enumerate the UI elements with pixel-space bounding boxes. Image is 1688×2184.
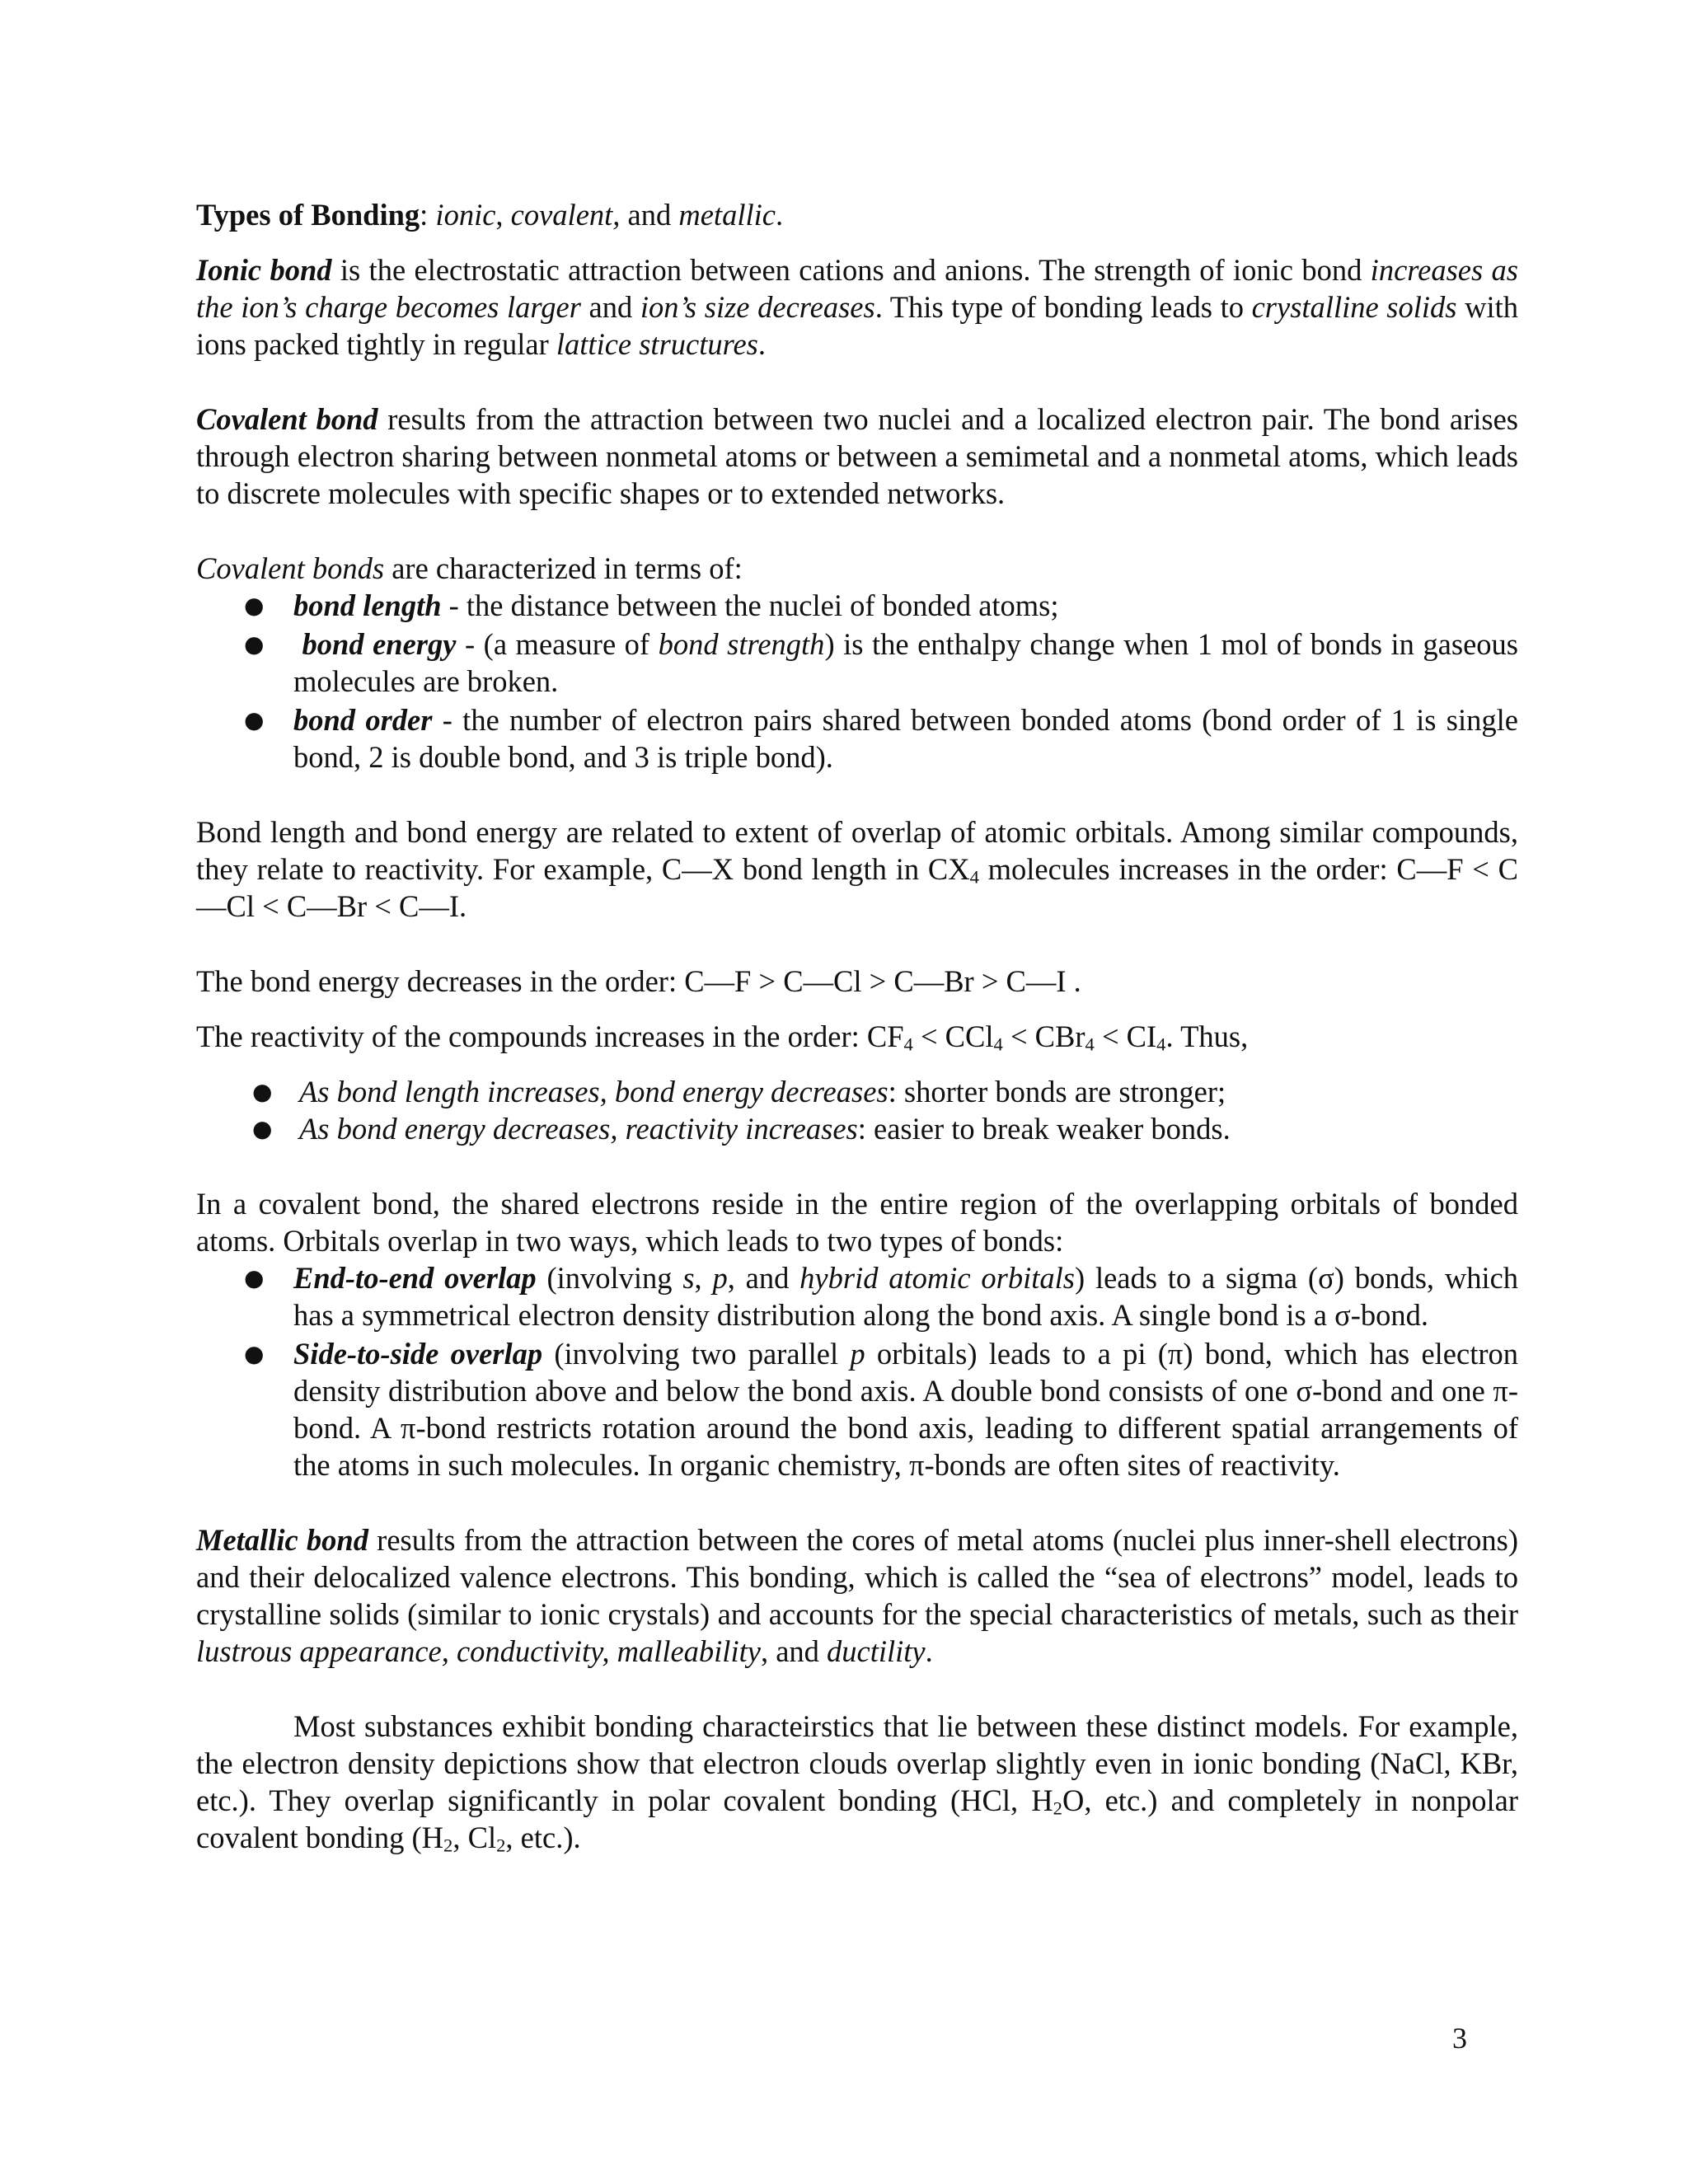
list-item-side-to-side: ● Side-to-side overlap (involving two parallel p orbitals) leads to a pi (π) bond, which has electron density distribution above and below the bond axis. A double bond consists of one σ-bond and one π-bond. A π-bond restricts rotation around the bond axis, leading to different spatial arrangements of the atoms in such molecules. In organic chemistry, π-bonds are often sites of reactivity.: [244, 1337, 1518, 1482]
list-item-end-to-end: ● End-to-end overlap (involving s, p, and hybrid atomic orbitals) leads to a sigma (σ) bonds, which has a symmetrical electron density distribution along the bond axis. A single bond is a σ-bond.: [244, 1261, 1519, 1332]
metallic-bond-paragraph: Metallic bond results from the attraction between the cores of metal atoms (nuclei plus inner-shell electrons) and their delocalized valence electrons. This bonding, which is called the “sea of electrons” model, leads to crystalline solids (similar to ionic crystals) and accounts for the special characteristics of metals, such as their lustrous appearance, conductivity, malleability, and ductility.: [196, 1523, 1519, 1668]
page-number: 3: [1452, 2022, 1467, 2055]
bullet-icon: ●: [244, 1340, 265, 1367]
covalent-bond-paragraph: Covalent bond results from the attraction between two nuclei and a localized electron pair. The bond arises through electron sharing between nonmetal atoms or between a semimetal and a nonmetal atoms, which leads to discrete molecules with specific shapes or to extended networks.: [196, 402, 1518, 510]
rules-list: [196, 1073, 1518, 1147]
metallic-bond-term: Metallic bond: [196, 1523, 368, 1557]
bullet-icon: ●: [252, 1078, 273, 1105]
overlap-types-list: [196, 1259, 1518, 1483]
list-item-bond-order: ● bond order - the number of electron pairs shared between bonded atoms (bond order of 1 is single bond, 2 is double bond, and 3 is triple bond).: [244, 703, 1518, 774]
types-of-bonding-label: Types of Bonding: [196, 198, 420, 232]
bond-energy-order-line: The bond energy decreases in the order: C—F > C—Cl > C—Br > C—I .: [196, 964, 1081, 998]
bullet-icon: ●: [244, 592, 265, 619]
covalent-characterized-line: Covalent bonds are characterized in terms of:: [196, 551, 743, 585]
covalent-bond-term: Covalent bond: [196, 402, 378, 436]
summary-paragraph: Most substances exhibit bonding charactеirstics that lie between these distinct models. For example, the electron density depictions show that electron clouds overlap slightly even in ionic bonding (NaCl, KBr, etc.). They overlap significantly in polar covalent bonding (HCl, $H_2O$, etc.) and completely in nonpolar covalent bonding ($H_2$, $Cl_2$, etc.).: [196, 1709, 1519, 1856]
covalent-bonds-term: Covalent bonds: [196, 551, 385, 585]
list-item-rule-length: ● As bond length increases, bond energy decreases: shorter bonds are stronger;: [252, 1075, 1226, 1108]
ionic-bond-term: Ionic bond: [196, 253, 332, 287]
bullet-icon: ●: [244, 1264, 265, 1291]
bullet-icon: ●: [244, 630, 265, 658]
list-item-bond-length: ● bond length - the distance between the nuclei of bonded atoms;: [244, 588, 1059, 622]
overlap-paragraph: In a covalent bond, the shared electrons reside in the entire region of the overlapping orbitals of bonded atoms. Orbitals overlap in two ways, which leads to two types of bonds:: [196, 1187, 1518, 1258]
document-page: [196, 196, 1518, 1856]
bullet-icon: ●: [252, 1115, 273, 1142]
list-item-bond-energy: ● bond energy - (a measure of bond strength) is the enthalpy change when 1 mol of bonds in gaseous molecules are broken.: [244, 627, 1518, 698]
bullet-icon: ●: [244, 706, 265, 733]
ionic-bond-paragraph: Ionic bond is the electrostatic attraction between cations and anions. The strength of ionic bond increases as the ion’s charge becomes larger and ion’s size decreases. This type of bonding leads to crystalline solids with ions packed tightly in regular lattice structures.: [196, 253, 1519, 361]
bond-length-paragraph: Bond length and bond energy are related to extent of overlap of atomic orbitals. Among similar compounds, they relate to reactivity. For example, C—X bond length in $CX_4$ molecules increases in the order: C—F < C—Cl < C—Br < C—I.: [196, 815, 1518, 923]
covalent-properties-list: [196, 587, 1518, 776]
reactivity-order-line: The reactivity of the compounds increases in the order: $CF_4 < CCl_4 < CBr_4 < CI_4$. Thus,: [196, 1019, 1249, 1055]
types-of-bonding-line: Types of Bonding: ionic, covalent, and metallic.: [196, 198, 784, 232]
list-item-rule-energy: ● As bond energy decreases, reactivity increases: easier to break weaker bonds.: [252, 1112, 1231, 1146]
